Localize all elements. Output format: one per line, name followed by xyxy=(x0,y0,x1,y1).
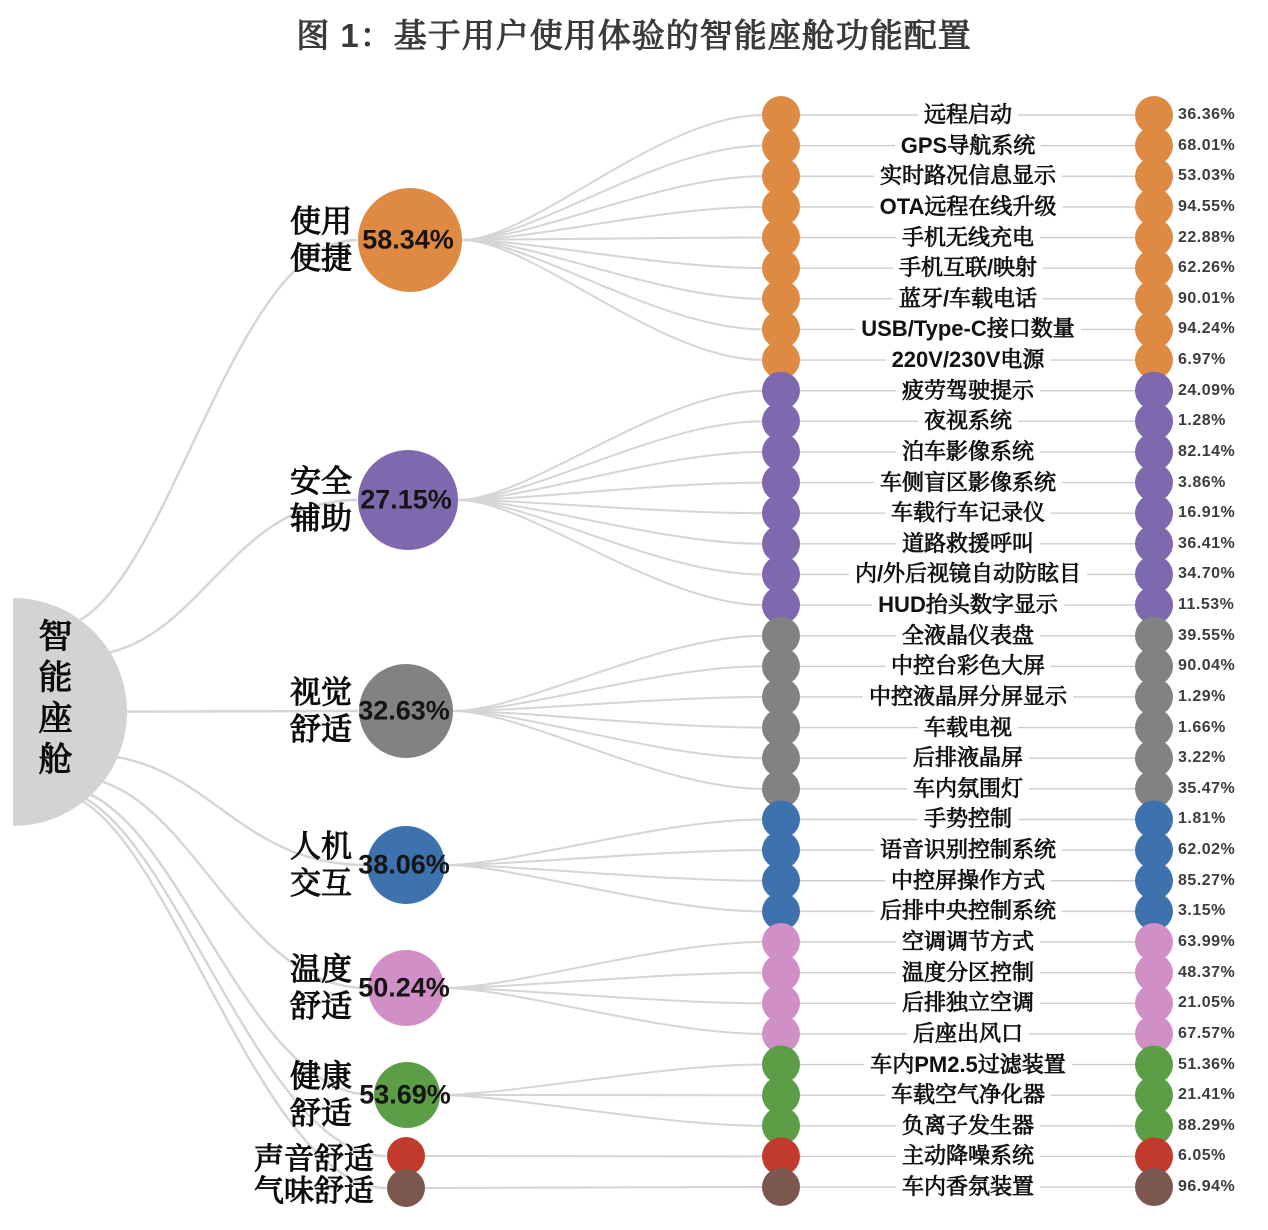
figure-title: 图 1：基于用户使用体验的智能座舱功能配置 xyxy=(296,17,972,54)
category-label: 视觉舒适 xyxy=(290,675,352,747)
feature-percent: 3.22% xyxy=(1178,749,1226,767)
feature-label: 车载电视 xyxy=(918,715,1018,741)
feature-label: 车载空气净化器 xyxy=(885,1082,1051,1108)
feature-percent: 3.15% xyxy=(1178,902,1226,920)
feature-label: 车载行车记录仪 xyxy=(885,500,1051,526)
category-label: 安全辅助 xyxy=(290,464,352,536)
feature-label: 温度分区控制 xyxy=(896,960,1040,986)
category-link xyxy=(462,240,763,360)
feature-percent: 24.09% xyxy=(1178,381,1236,399)
feature-percent: 90.01% xyxy=(1178,289,1236,307)
feature-label: GPS导航系统 xyxy=(895,133,1041,159)
category-percent: 53.69% xyxy=(359,1079,451,1110)
feature-label: 车内氛围灯 xyxy=(907,776,1029,802)
feature-percent: 94.24% xyxy=(1178,320,1236,338)
feature-percent: 96.94% xyxy=(1178,1178,1236,1196)
category-label: 使用便捷 xyxy=(290,204,352,276)
category-node xyxy=(387,1169,425,1207)
feature-label: 蓝牙/车载电话 xyxy=(893,286,1043,312)
feature-percent: 1.28% xyxy=(1178,412,1226,430)
feature-label: 后排中央控制系统 xyxy=(874,898,1062,924)
feature-label: 后座出风口 xyxy=(907,1021,1029,1047)
category-percent: 27.15% xyxy=(360,484,452,515)
category-percent: 50.24% xyxy=(358,972,450,1003)
feature-label: 车内PM2.5过滤装置 xyxy=(864,1052,1072,1078)
category-label: 温度舒适 xyxy=(290,952,352,1024)
feature-label: 车内香氛装置 xyxy=(896,1174,1040,1200)
category-link xyxy=(444,942,763,988)
category-link xyxy=(444,988,763,1034)
feature-percent: 63.99% xyxy=(1178,933,1236,950)
feature-percent: 68.01% xyxy=(1178,136,1236,154)
feature-dot-right xyxy=(1135,1168,1173,1206)
category-percent: 58.34% xyxy=(362,224,454,255)
feature-label: 中控台彩色大屏 xyxy=(885,653,1051,679)
feature-label: 中控屏操作方式 xyxy=(885,868,1051,894)
feature-label: 语音识别控制系统 xyxy=(874,837,1062,863)
feature-percent: 16.91% xyxy=(1178,504,1236,522)
feature-label: OTA远程在线升级 xyxy=(874,194,1063,220)
feature-label: 实时路况信息显示 xyxy=(874,163,1062,189)
feature-label: 道路救援呼叫 xyxy=(896,531,1040,557)
feature-percent: 1.66% xyxy=(1178,718,1226,736)
category-label: 声音舒适 xyxy=(254,1143,374,1176)
category-link xyxy=(458,483,763,500)
feature-percent: 35.47% xyxy=(1178,779,1236,797)
category-link xyxy=(445,820,763,866)
category-label: 健康舒适 xyxy=(290,1059,352,1131)
feature-label: 疲劳驾驶提示 xyxy=(896,378,1040,404)
feature-label: 中控液晶屏分屏显示 xyxy=(863,684,1073,710)
feature-percent: 3.86% xyxy=(1178,473,1226,491)
feature-label: 远程启动 xyxy=(918,102,1018,128)
feature-percent: 82.14% xyxy=(1178,442,1236,460)
feature-percent: 94.55% xyxy=(1178,197,1236,215)
feature-percent: 90.04% xyxy=(1178,657,1236,675)
category-link xyxy=(458,421,763,500)
category-link xyxy=(458,500,763,605)
category-percent: 32.63% xyxy=(358,695,450,726)
category-link xyxy=(445,850,763,865)
feature-percent: 48.37% xyxy=(1178,963,1236,981)
feature-label: 全液晶仪表盘 xyxy=(896,623,1040,649)
category-label: 气味舒适 xyxy=(254,1175,374,1208)
category-link xyxy=(445,865,763,881)
category-link xyxy=(440,1065,763,1096)
category-link xyxy=(444,988,763,1003)
feature-percent: 88.29% xyxy=(1178,1116,1236,1134)
root-label: 智能座舱 xyxy=(33,618,71,782)
feature-label: 负离子发生器 xyxy=(896,1113,1040,1139)
feature-percent: 34.70% xyxy=(1178,565,1236,583)
feature-percent: 36.36% xyxy=(1178,106,1236,123)
feature-percent: 53.03% xyxy=(1178,167,1236,185)
feature-percent: 67.57% xyxy=(1178,1024,1236,1042)
category-link xyxy=(462,240,763,329)
feature-label: 主动降噪系统 xyxy=(896,1143,1040,1169)
category-link xyxy=(453,636,763,711)
feature-percent: 62.26% xyxy=(1178,259,1236,277)
feature-percent: 85.27% xyxy=(1178,871,1236,889)
category-label: 人机交互 xyxy=(290,829,352,901)
feature-label: 后排液晶屏 xyxy=(907,745,1029,771)
feature-percent: 62.02% xyxy=(1178,841,1236,859)
feature-label: HUD抬头数字显示 xyxy=(872,592,1064,618)
category-link xyxy=(445,865,763,911)
feature-label: 手势控制 xyxy=(918,806,1018,832)
feature-label: 车侧盲区影像系统 xyxy=(874,470,1062,496)
root-link xyxy=(80,240,357,620)
feature-label: 后排独立空调 xyxy=(896,990,1040,1016)
category-link xyxy=(458,500,763,575)
category-percent: 38.06% xyxy=(358,849,450,880)
feature-label: USB/Type-C接口数量 xyxy=(855,316,1081,342)
feature-percent: 51.36% xyxy=(1178,1055,1236,1073)
feature-label: 空调调节方式 xyxy=(896,929,1040,955)
category-link xyxy=(440,1095,763,1126)
feature-label: 手机互联/映射 xyxy=(893,255,1043,281)
category-to-feature-links xyxy=(425,115,763,1188)
feature-label: 夜视系统 xyxy=(918,408,1018,434)
feature-label: 手机无线充电 xyxy=(896,225,1040,251)
feature-percent: 22.88% xyxy=(1178,228,1236,246)
category-link xyxy=(462,146,763,240)
category-link xyxy=(425,1187,763,1188)
feature-percent: 21.41% xyxy=(1178,1086,1236,1104)
feature-percent: 1.29% xyxy=(1178,687,1226,705)
category-link xyxy=(444,973,763,988)
feature-percent: 21.05% xyxy=(1178,994,1236,1012)
feature-label: 220V/230V电源 xyxy=(886,347,1051,373)
feature-label: 泊车影像系统 xyxy=(896,439,1040,465)
feature-percent: 1.81% xyxy=(1178,810,1226,828)
category-link xyxy=(462,240,763,268)
category-link xyxy=(453,711,763,789)
feature-dot-left xyxy=(762,1168,800,1206)
feature-label: 内/外后视镜自动防眩目 xyxy=(849,561,1087,587)
feature-percent: 11.53% xyxy=(1178,596,1235,614)
feature-percent: 36.41% xyxy=(1178,534,1236,552)
feature-percent: 39.55% xyxy=(1178,626,1236,644)
feature-percent: 6.05% xyxy=(1178,1147,1226,1165)
feature-percent: 6.97% xyxy=(1178,351,1226,369)
